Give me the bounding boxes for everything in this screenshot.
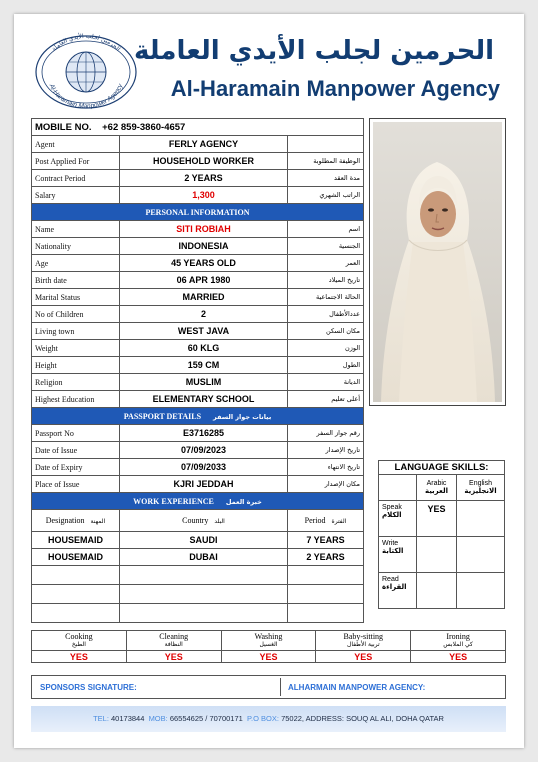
label-height: Height <box>32 357 120 374</box>
arabic-children: عددالأطفال <box>288 306 364 323</box>
language-skills-title: LANGUAGE SKILLS: <box>379 461 505 475</box>
title-arabic: الحرمين لجلب الأيدي العاملة <box>134 36 494 66</box>
passport-header-ar: بيانات جواز السفر <box>213 412 272 421</box>
row-post <box>32 153 364 170</box>
col-english: English الانجليزية <box>457 475 505 501</box>
row-education <box>32 391 364 408</box>
svg-text:الحرمين لجلب الأيدي العاملة: الحرمين لجلب الأيدي العاملة <box>50 32 122 53</box>
work-row <box>32 604 364 623</box>
row-living-town <box>32 323 364 340</box>
language-row-read: Read القراءة <box>379 573 505 609</box>
arabic-date-of-issue: تاريخ الإصدار <box>288 442 364 459</box>
row-children <box>32 306 364 323</box>
skill-baby-sitting-value: YES <box>316 651 411 663</box>
arabic-post: الوظيفة المطلوبة <box>288 153 364 170</box>
label-date-of-expiry: Date of Expiry <box>32 459 120 476</box>
skill-cleaning: Cleaning النظافة <box>126 631 221 651</box>
label-name: Name <box>32 221 120 238</box>
row-date-of-issue <box>32 442 364 459</box>
skill-washing-value: YES <box>221 651 316 663</box>
language-row-write: Write الكتابة <box>379 537 505 573</box>
passport-header <box>32 408 364 425</box>
row-salary <box>32 187 364 204</box>
value-weight: 60 KLG <box>120 340 288 357</box>
skill-cooking-value: YES <box>32 651 127 663</box>
col-country: Country البلد <box>120 510 288 532</box>
arabic-marital-status: الحالة الاجتماعية <box>288 289 364 306</box>
arabic-date-of-expiry: تاريخ الانتهاء <box>288 459 364 476</box>
value-children: 2 <box>120 306 288 323</box>
row-birth-date <box>32 272 364 289</box>
work-header-en: WORK EXPERIENCE <box>133 496 214 506</box>
row-name <box>32 221 364 238</box>
write-english <box>457 537 505 573</box>
personal-info-header: PERSONAL INFORMATION <box>32 204 364 221</box>
value-height: 159 CM <box>120 357 288 374</box>
candidate-photo <box>369 118 506 406</box>
arabic-name: اسم <box>288 221 364 238</box>
row-age <box>32 255 364 272</box>
label-education: Highest Education <box>32 391 120 408</box>
value-post: HOUSEHOLD WORKER <box>120 153 288 170</box>
write-arabic <box>417 537 457 573</box>
speak-arabic: YES <box>417 501 457 537</box>
value-salary: 1,300 <box>120 187 288 204</box>
col-designation: Designation المهنة <box>32 510 120 532</box>
cv-page <box>14 14 524 748</box>
label-weight: Weight <box>32 340 120 357</box>
value-agent: FERLY AGENCY <box>120 136 288 153</box>
arabic-religion: الديانة <box>288 374 364 391</box>
language-skills-table <box>378 460 505 609</box>
value-marital-status: MARRIED <box>120 289 288 306</box>
sponsor-signature-label: SPONSORS SIGNATURE: <box>40 683 137 692</box>
work-row: HOUSEMAID SAUDI 7 YEARS <box>32 532 364 549</box>
read-arabic <box>417 573 457 609</box>
language-row-speak: Speak الكلام YES <box>379 501 505 537</box>
value-age: 45 YEARS OLD <box>120 255 288 272</box>
person-photo-icon <box>373 122 502 402</box>
value-passport-no: E3716285 <box>120 425 288 442</box>
label-nationality: Nationality <box>32 238 120 255</box>
header <box>32 32 506 114</box>
arabic-nationality: الجنسية <box>288 238 364 255</box>
arabic-place-of-issue: مكان الإصدار <box>288 476 364 493</box>
arabic-age: العمر <box>288 255 364 272</box>
svg-text:Al-Haramain Manpower Agency: Al-Haramain Manpower Agency <box>47 82 125 110</box>
skill-cleaning-value: YES <box>126 651 221 663</box>
value-living-town: WEST JAVA <box>120 323 288 340</box>
value-religion: MUSLIM <box>120 374 288 391</box>
label-passport-no: Passport No <box>32 425 120 442</box>
arabic-education: أعلى تعليم <box>288 391 364 408</box>
col-period: Period الفترة <box>288 510 364 532</box>
label-salary: Salary <box>32 187 120 204</box>
skill-cooking: Cooking الطبخ <box>32 631 127 651</box>
arabic-weight: الوزن <box>288 340 364 357</box>
row-height <box>32 357 364 374</box>
mobile-row <box>32 119 364 136</box>
value-nationality: INDONESIA <box>120 238 288 255</box>
value-name: SITI ROBIAH <box>120 221 288 238</box>
label-religion: Religion <box>32 374 120 391</box>
value-place-of-issue: KJRI JEDDAH <box>120 476 288 493</box>
label-date-of-issue: Date of Issue <box>32 442 120 459</box>
arabic-living-town: مكان السكن <box>288 323 364 340</box>
agency-signature-label: ALHARMAIN MANPOWER AGENCY: <box>288 683 426 692</box>
agency-logo <box>32 32 140 110</box>
arabic-contract: مدة العقد <box>288 170 364 187</box>
skill-ironing: Ironing كي الملابس <box>411 631 506 651</box>
row-weight <box>32 340 364 357</box>
title-english: Al-Haramain Manpower Agency <box>170 76 500 101</box>
work-row <box>32 585 364 604</box>
skill-baby-sitting: Baby-sitting تربية الأطفال <box>316 631 411 651</box>
mobile-label: MOBILE NO. <box>35 121 92 133</box>
skills-label-row <box>32 631 506 651</box>
arabic-salary: الراتب الشهري <box>288 187 364 204</box>
row-agent <box>32 136 364 153</box>
work-column-headers <box>32 510 364 532</box>
row-passport-no <box>32 425 364 442</box>
row-religion <box>32 374 364 391</box>
label-living-town: Living town <box>32 323 120 340</box>
mobile-value: +62 859-3860-4657 <box>102 121 186 133</box>
label-birth-date: Birth date <box>32 272 120 289</box>
col-arabic: Arabic العربية <box>417 475 457 501</box>
row-contract <box>32 170 364 187</box>
value-date-of-issue: 07/09/2023 <box>120 442 288 459</box>
value-date-of-expiry: 07/09/2033 <box>120 459 288 476</box>
work-row <box>32 566 364 585</box>
signature-divider <box>280 678 281 696</box>
value-contract: 2 YEARS <box>120 170 288 187</box>
label-marital-status: Marital Status <box>32 289 120 306</box>
label-children: No of Children <box>32 306 120 323</box>
row-marital-status <box>32 289 364 306</box>
work-experience-header <box>32 493 364 510</box>
work-header-ar: خبرة العمل <box>225 497 262 506</box>
skills-value-row <box>32 651 506 663</box>
signature-box <box>31 675 506 699</box>
skill-ironing-value: YES <box>411 651 506 663</box>
arabic-birth-date: تاريخ الميلاد <box>288 272 364 289</box>
row-place-of-issue <box>32 476 364 493</box>
label-age: Age <box>32 255 120 272</box>
read-english <box>457 573 505 609</box>
language-header-row <box>379 475 505 501</box>
label-contract: Contract Period <box>32 170 120 187</box>
skill-washing: Washing الغسيل <box>221 631 316 651</box>
value-education: ELEMENTARY SCHOOL <box>120 391 288 408</box>
arabic-agent <box>288 136 364 153</box>
label-post: Post Applied For <box>32 153 120 170</box>
skills-table <box>31 630 506 663</box>
value-birth-date: 06 APR 1980 <box>120 272 288 289</box>
work-row: HOUSEMAID DUBAI 2 YEARS <box>32 549 364 566</box>
passport-header-en: PASSPORT DETAILS <box>123 411 202 421</box>
arabic-height: الطول <box>288 357 364 374</box>
label-agent: Agent <box>32 136 120 153</box>
arabic-passport-no: رقم جواز السفر <box>288 425 364 442</box>
footer-contact: TEL: 40173844 MOB: 66554625 / 70700171 P.O BOX: 75022, ADDRESS: SOUQ AL ALI, DOHA QATAR <box>31 706 506 732</box>
info-table <box>31 118 364 623</box>
speak-english <box>457 501 505 537</box>
row-date-of-expiry <box>32 459 364 476</box>
label-place-of-issue: Place of Issue <box>32 476 120 493</box>
row-nationality <box>32 238 364 255</box>
